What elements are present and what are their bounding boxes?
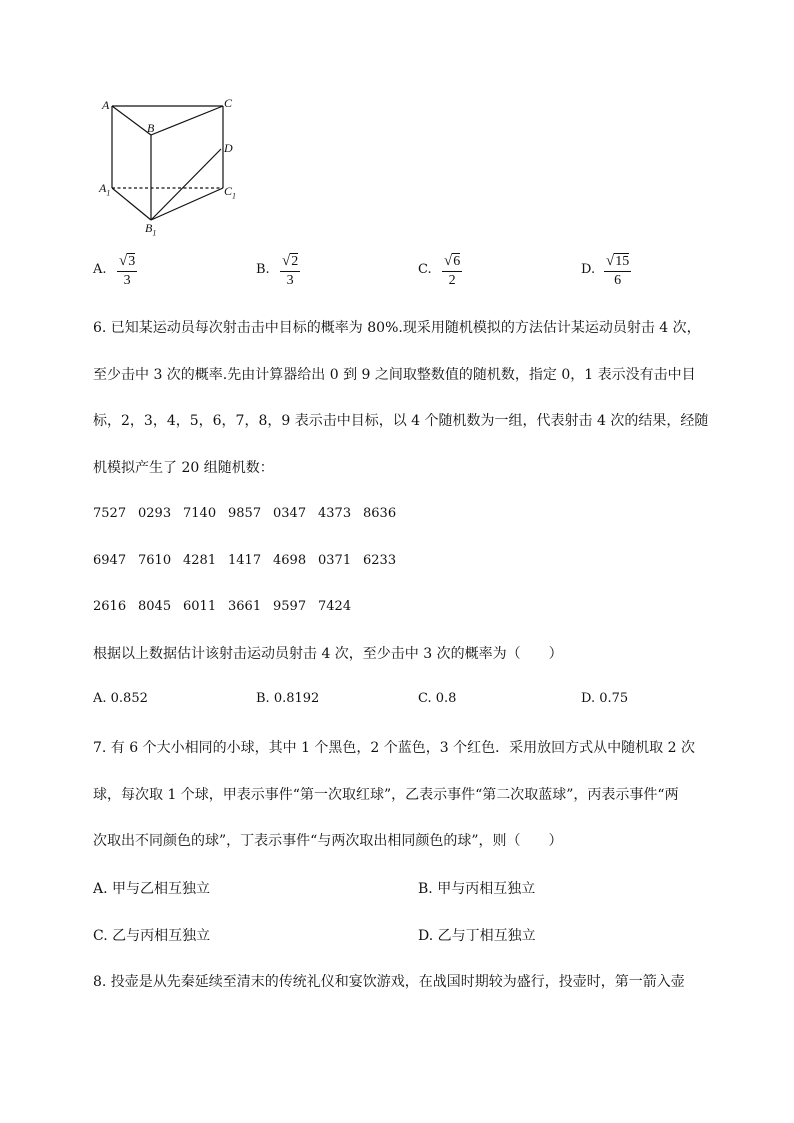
q7-line-2: 球，每次取 1 个球，甲表示事件“第一次取红球”，乙表示事件“第二次取蓝球”，丙表示事件“两 [93, 787, 679, 803]
q5-option-b-letter: B. [256, 262, 270, 277]
q6-option-c: C. 0.8 [418, 691, 457, 706]
q6-question: 根据以上数据估计该射击运动员射击 4 次，至少击中 3 次的概率为（ ） [93, 646, 563, 662]
q7-option-c: C. 乙与丙相互独立 [93, 928, 211, 944]
q5-option-b-value: $\frac{√2}{3}$ [282, 253, 299, 288]
q6-option-b: B. 0.8192 [256, 691, 320, 706]
q5-option-d-letter: D. [581, 262, 596, 277]
edge-A-B [112, 106, 151, 135]
prism-figure [95, 92, 245, 242]
q6-line-4: 机模拟产生了 20 组随机数： [93, 460, 274, 476]
q8-line-1: 8. 投壶是从先秦延续至清末的传统礼仪和宴饮游戏，在战国时期较为盛行，投壶时，第一箭入壶 [93, 974, 685, 990]
q7-line-1: 7. 有 6 个大小相同的小球，其中 1 个黑色，2 个蓝色，3 个红色．采用放回方式从中随机取 2 次 [93, 740, 695, 756]
edge-A1-B1 [112, 188, 151, 220]
q6-line-3: 标，2，3，4，5，6，7，8，9 表示击中目标，以 4 个随机数为一组，代表射击 4 次的结果，经随 [93, 413, 709, 429]
edge-B1-C1 [151, 188, 223, 220]
label-D: D [224, 141, 233, 155]
label-C1: $C_1$ [224, 184, 237, 201]
label-A1: $A_1$ [99, 181, 111, 198]
random-row-3: 2616 8045 6011 3661 9597 7424 [93, 599, 352, 614]
q6-option-a: A. 0.852 [93, 691, 148, 706]
q5-option-a-letter: A. [93, 262, 107, 277]
q7-option-a: A. 甲与乙相互独立 [93, 881, 211, 897]
label-B: B [147, 121, 155, 135]
label-B1: $B_1$ [145, 221, 157, 238]
q6-line-1: 6. 已知某运动员每次射击击中目标的概率为 80%.现采用随机模拟的方法估计某运动员射击 4 次， [93, 320, 701, 336]
random-row-2: 6947 7610 4281 1417 4698 0371 6233 [93, 553, 397, 568]
q7-option-d: D. 乙与丁相互独立 [418, 928, 536, 944]
q5-option-c-letter: C. [418, 262, 432, 277]
q5-option-d-value: $\frac{√15}{6}$ [606, 253, 630, 288]
label-A: A [102, 98, 110, 112]
q5-option-a-value: $\frac{√3}{3}$ [119, 253, 136, 288]
q5-option-c-value: $\frac{√6}{2}$ [444, 253, 461, 288]
q6-option-d: D. 0.75 [581, 691, 629, 706]
label-C: C [224, 96, 233, 110]
random-row-1: 7527 0293 7140 9857 0347 4373 8636 [93, 506, 397, 521]
q7-option-b: B. 甲与丙相互独立 [418, 881, 536, 897]
q7-line-3: 次取出不同颜色的球”，丁表示事件“与两次取出相同颜色的球”，则（ ） [93, 833, 563, 849]
edge-B-C [151, 106, 223, 135]
segment-B1-D [151, 149, 221, 220]
q6-line-2: 至少击中 3 次的概率.先由计算器给出 0 到 9 之间取整数值的随机数，指定 0，1 表示没有击中目 [93, 367, 696, 383]
